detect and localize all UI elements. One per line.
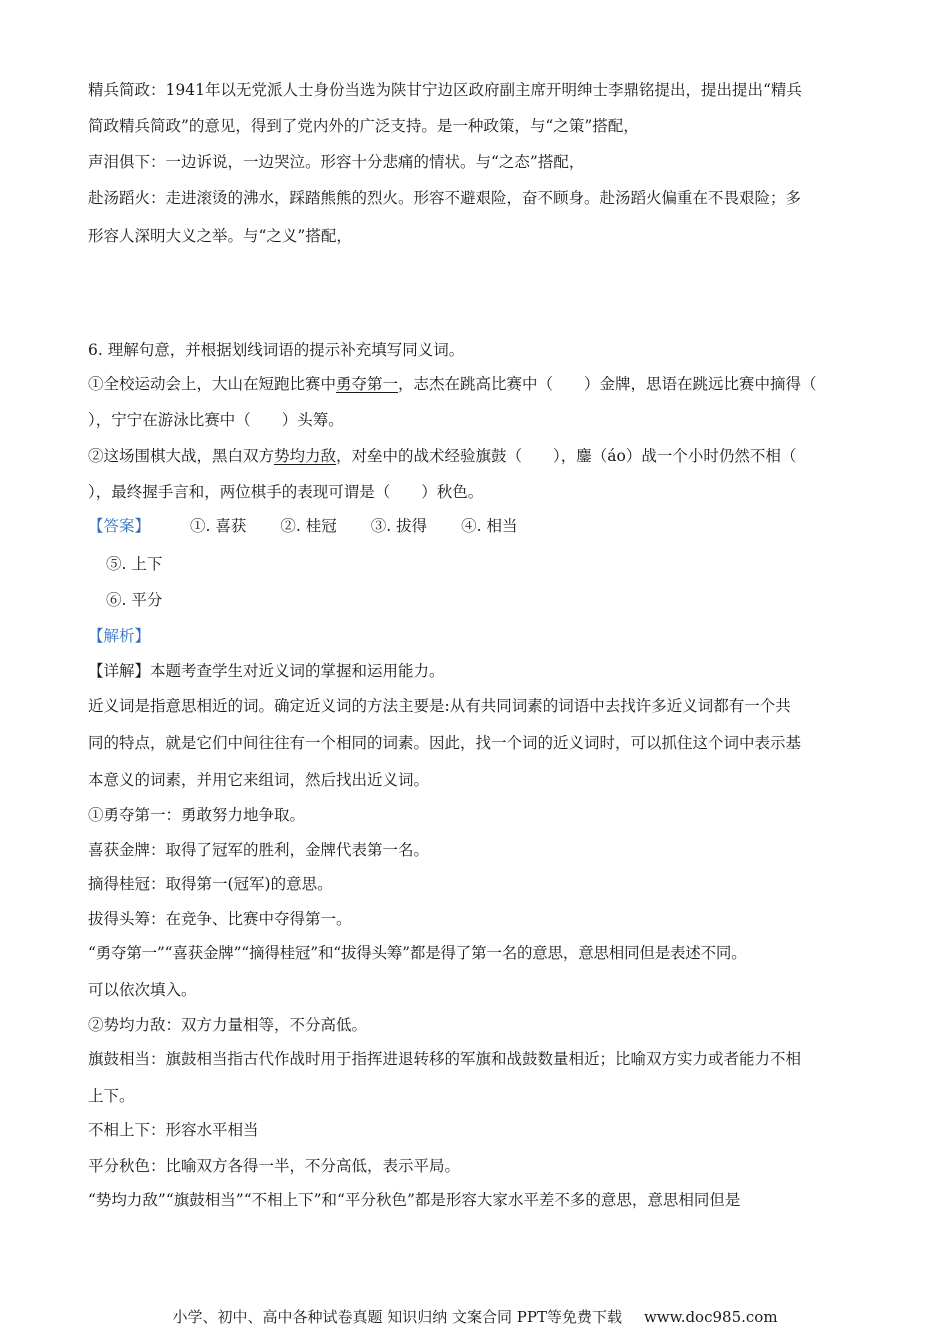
page-footer — [0, 1306, 950, 1327]
intro-line: 形容人深明大义之举。与“之义”搭配， — [88, 227, 352, 245]
analysis-line: 【详解】本题考查学生对近义词的掌握和运用能力。 — [88, 662, 445, 680]
analysis-line: 近义词是指意思相近的词。确定近义词的方法主要是:从有共同词素的词语中去找许多近义词都有一个共 — [88, 697, 791, 715]
footer-text: 小学、初中、高中各种试卷真题 知识归纳 文案合同 PPT等免费下载 — [172, 1308, 622, 1326]
footer-site-link[interactable]: www.doc985.com — [643, 1308, 778, 1326]
analysis-line: 平分秋色：比喻双方各得一半，不分高低，表示平局。 — [88, 1157, 461, 1175]
question-sentence-2-cont: ），最终握手言和，两位棋手的表现可谓是（ ）秋色。 — [88, 483, 484, 501]
answer-option: ④. 相当 — [461, 517, 518, 535]
sentence-text: ②这场围棋大战，黑白双方 — [88, 447, 275, 465]
question-sentence-1 — [88, 374, 817, 394]
answer-option: ②. 桂冠 — [280, 517, 337, 535]
analysis-line: 本意义的词素，并用它来组词，然后找出近义词。 — [88, 771, 430, 789]
answer-option: ⑥. 平分 — [106, 591, 163, 609]
answer-option: ①. 喜获 — [190, 517, 247, 535]
answer-row — [88, 516, 551, 536]
intro-line: 赴汤蹈火：走进滚烫的沸水，踩踏熊熊的烈火。形容不避艰险，奋不顾身。赴汤蹈火偏重在不畏艰险；多 — [88, 189, 802, 207]
sentence-text: ，对垒中的战术经验旗鼓（ ），鏖（áo）战一个小时仍然不相（ — [336, 447, 797, 465]
underlined-word: 勇夺第一 — [336, 375, 399, 393]
analysis-line: 可以依次填入。 — [88, 981, 197, 999]
analysis-line: ①勇夺第一：勇敢努力地争取。 — [88, 806, 306, 824]
analysis-line: 摘得桂冠：取得第一(冠军)的意思。 — [88, 875, 333, 893]
intro-line: 声泪俱下：一边诉说，一边哭泣。形容十分悲痛的情状。与“之态”搭配， — [88, 153, 585, 171]
analysis-line: 上下。 — [88, 1087, 135, 1105]
sentence-text: ，志杰在跳高比赛中（ ）金牌，思语在跳远比赛中摘得（ — [398, 375, 817, 393]
answer-label: 【答案】 — [88, 517, 151, 535]
intro-line: 简政精兵简政”的意见，得到了党内外的广泛支持。是一种政策，与“之策”搭配， — [88, 117, 639, 135]
sentence-text: ①全校运动会上，大山在短跑比赛中 — [88, 375, 337, 393]
question-sentence-1-cont: ），宁宁在游泳比赛中（ ）头筹。 — [88, 411, 344, 429]
analysis-line: “势均力敌”“旗鼓相当”“不相上下”和“平分秋色”都是形容大家水平差不多的意思，意思相同但是 — [88, 1191, 741, 1209]
question-title: 6. 理解句意，并根据划线词语的提示补充填写同义词。 — [88, 341, 465, 359]
answer-option: ⑤. 上下 — [106, 555, 163, 573]
analysis-line: 喜获金牌：取得了冠军的胜利，金牌代表第一名。 — [88, 841, 430, 859]
answer-option: ③. 拔得 — [370, 517, 428, 535]
analysis-line: 拔得头筹：在竞争、比赛中夺得第一。 — [88, 910, 352, 928]
analysis-line: “勇夺第一”“喜获金牌”“摘得桂冠”和“拔得头筹”都是得了第一名的意思，意思相同但是表述不同。 — [88, 944, 747, 962]
intro-line: 精兵简政：1941年以无党派人士身份当选为陕甘宁边区政府副主席开明绅士李鼎铭提出，提出提出“精兵 — [88, 81, 802, 99]
analysis-label: 【解析】 — [88, 627, 151, 645]
analysis-line: 不相上下：形容水平相当 — [88, 1121, 259, 1139]
analysis-line: ②势均力敌：双方力量相等，不分高低。 — [88, 1016, 368, 1034]
analysis-line: 旗鼓相当：旗鼓相当指古代作战时用于指挥进退转移的军旗和战鼓数量相近；比喻双方实力或者能力不相 — [88, 1050, 802, 1068]
underlined-word: 势均力敌 — [274, 447, 337, 465]
question-sentence-2 — [88, 446, 796, 466]
analysis-line: 同的特点，就是它们中间往往有一个相同的词素。因此，找一个词的近义词时，可以抓住这个词中表示基 — [88, 734, 802, 752]
